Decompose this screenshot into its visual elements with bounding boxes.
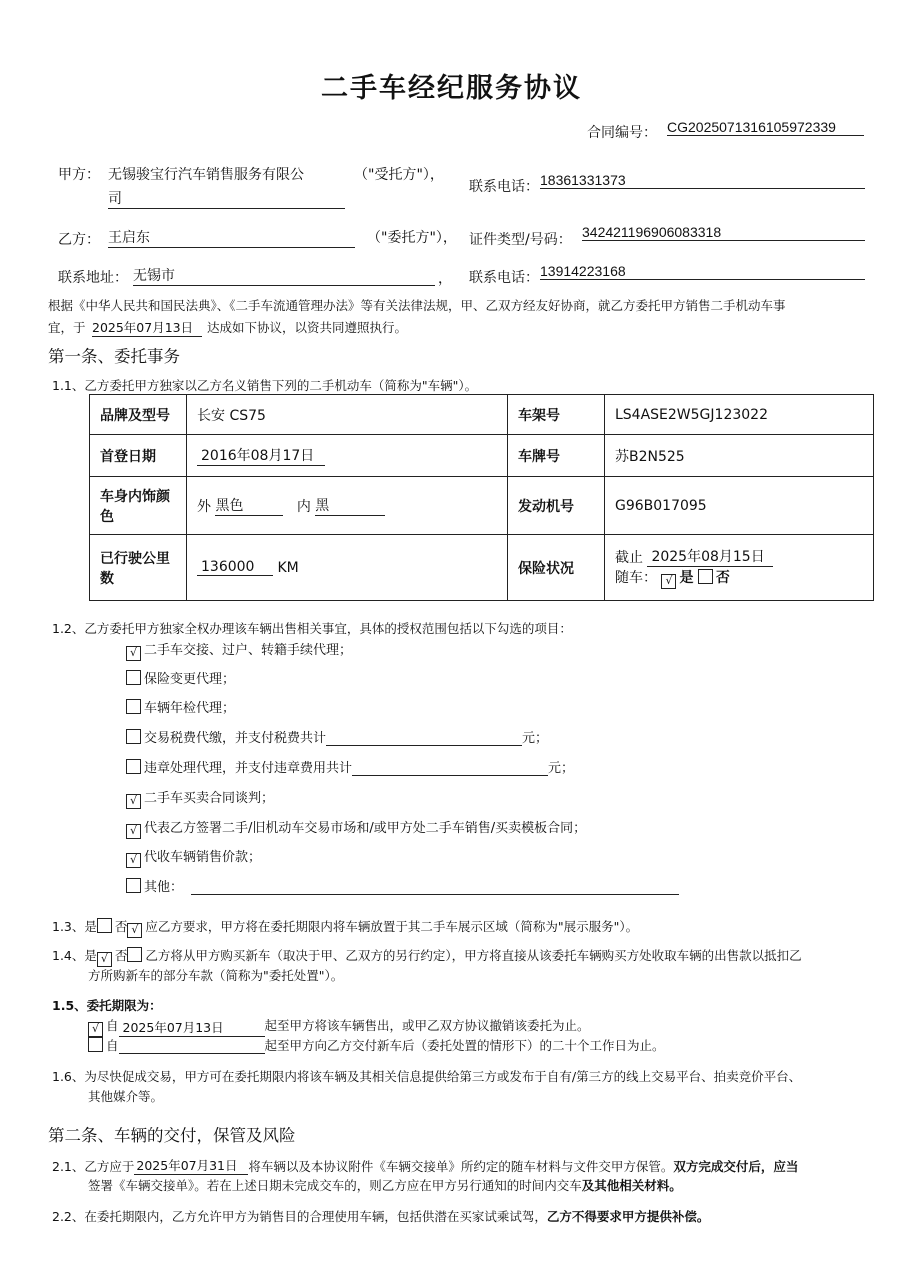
clause-1-4-no: 否 — [114, 948, 128, 963]
contact-phone: 13914223168 — [540, 263, 865, 280]
option-item — [126, 876, 679, 895]
clause-2-1-l2-a: 签署《车辆交接单》。若在上述日期未完成交车的，则乙方应在甲方另行通知的时间内交车 — [88, 1178, 582, 1193]
option-checkbox[interactable] — [126, 729, 141, 744]
option-checkbox[interactable]: √ — [126, 824, 141, 839]
option-label: 二手车交接、过户、转籍手续代理； — [144, 643, 353, 658]
option-checkbox[interactable]: √ — [126, 646, 141, 661]
insurance-yes-label: 是 — [679, 570, 694, 586]
vin-value: LS4ASE2W5GJ123022 — [605, 395, 874, 435]
party-a-phone-label: 联系电话： — [469, 179, 539, 195]
contract-no-value: CG2025071316105972339 — [667, 119, 864, 136]
article2-title: 第二条、车辆的交付，保管及风险 — [48, 1126, 296, 1145]
option-checkbox[interactable] — [126, 670, 141, 685]
option-label: 保险变更代理； — [144, 672, 236, 687]
option-item — [126, 639, 352, 661]
clause-2-2 — [52, 1207, 709, 1225]
reg-date-label: 首登日期 — [90, 435, 187, 477]
term-line-1 — [88, 1016, 590, 1037]
option-checkbox[interactable] — [126, 878, 141, 893]
address-value: 无锡市 — [133, 265, 435, 286]
option-label: 车辆年检代理； — [144, 701, 236, 716]
vehicle-table — [89, 394, 874, 601]
intro-line2-a: 宜，于 — [48, 320, 86, 335]
vin-label: 车架号 — [508, 395, 605, 435]
clause-2-1-line1 — [52, 1156, 798, 1175]
insurance-label: 保险状况 — [508, 535, 605, 601]
party-b-name: 王启东 — [108, 227, 355, 248]
violation-amount-field[interactable] — [352, 761, 548, 776]
term-1-date: 2025年07月13日 — [119, 1018, 265, 1037]
engine-value: G96B017095 — [605, 477, 874, 535]
interior-color: 黑 — [315, 495, 385, 516]
term-2-text: 起至甲方向乙方交付新车后（委托处置的情形下）的二十个工作日为止。 — [264, 1038, 665, 1053]
clause-2-1-l2-b: 及其他相关材料。 — [581, 1178, 682, 1193]
term-1-checkbox[interactable]: √ — [88, 1022, 103, 1037]
party-b-role: （"委托方"）， — [367, 230, 457, 246]
disposal-no-checkbox[interactable] — [127, 947, 142, 962]
clause-2-2-a: 2.2、在委托期限内，乙方允许甲方为销售目的合理使用车辆，包括供潜在买家试乘试驾， — [52, 1209, 547, 1224]
party-b-id-value: 342421196906083318 — [582, 224, 865, 241]
disposal-yes-checkbox[interactable]: √ — [97, 952, 112, 967]
clause-1-6-line2: 其他媒介等。 — [88, 1089, 164, 1104]
intro-line2-b: 达成如下协议，以资共同遵照执行。 — [207, 320, 408, 335]
mileage-label — [90, 535, 187, 601]
option-item — [126, 787, 274, 809]
color-label — [90, 477, 187, 535]
option-label: 违章处理代理，并支付违章费用共计 — [144, 761, 353, 776]
option-item — [126, 846, 261, 868]
article1-title: 第一条、委托事务 — [48, 347, 180, 366]
term-2-checkbox[interactable] — [88, 1037, 103, 1052]
term-1-prefix: 自 — [106, 1018, 119, 1033]
clause-1-4-yes: 1.4、是 — [52, 948, 97, 963]
clause-1-3-text: 应乙方要求，甲方将在委托期限内将车辆放置于其二手车展示区域（简称为"展示服务"）。 — [145, 919, 639, 934]
other-field[interactable] — [191, 880, 679, 895]
address-comma: ， — [438, 271, 452, 287]
plate-label: 车牌号 — [508, 435, 605, 477]
color-label-line1: 车身内饰颜 — [100, 488, 170, 505]
term-line-2 — [88, 1036, 665, 1054]
intro-line1: 根据《中华人民共和国民法典》、《二手车流通管理办法》等有关法律法规，甲、乙双方经友好协商，就乙方委托甲方销售二手机动车事 — [48, 298, 786, 313]
party-a-name-line2: 司 — [108, 188, 345, 209]
tax-amount-field[interactable] — [326, 731, 522, 746]
option-checkbox[interactable]: √ — [126, 794, 141, 809]
clause-1-1: 1.1、乙方委托甲方独家以乙方名义销售下列的二手机动车（简称为"车辆"）。 — [52, 378, 478, 393]
clause-1-4 — [52, 946, 802, 967]
brand-value: 长安 CS75 — [187, 395, 508, 435]
insurance-date: 2025年08月15日 — [647, 546, 773, 567]
clause-2-1-b: 将车辆以及本协议附件《车辆交接单》所约定的随车材料与文件交甲方保管。 — [248, 1159, 674, 1174]
option-item — [126, 697, 235, 716]
document-title: 二手车经纪服务协议 — [321, 73, 582, 104]
clause-1-2: 1.2、乙方委托甲方独家全权办理该车辆出售相关事宜，具体的授权范围包括以下勾选的项目： — [52, 621, 572, 636]
insurance-prefix: 截止 — [615, 550, 643, 566]
display-yes-checkbox[interactable] — [97, 918, 112, 933]
option-checkbox[interactable] — [126, 699, 141, 714]
term-1-text: 起至甲方将该车辆售出，或甲乙双方协议撤销该委托为止。 — [264, 1018, 590, 1033]
contract-no-label: 合同编号： — [587, 125, 657, 141]
clause-1-3 — [52, 917, 638, 938]
party-a-name-line1: 无锡骏宝行汽车销售服务有限公 — [108, 167, 304, 183]
option-checkbox[interactable]: √ — [126, 853, 141, 868]
party-a-phone: 18361331373 — [540, 172, 865, 189]
option-checkbox[interactable] — [126, 759, 141, 774]
clause-1-4-text: 乙方将从甲方购买新车（取决于甲、乙双方的另行约定），甲方将直接从该委托车辆购买方处收取车辆的出售款以抵扣乙 — [145, 948, 802, 963]
option-label: 代表乙方签署二手/旧机动车交易市场和/或甲方处二手车销售/买卖模板合同； — [144, 821, 587, 836]
interior-prefix: 内 — [296, 499, 311, 515]
clause-1-4-line2: 方所购新车的部分车款（简称为"委托处置"）。 — [88, 968, 344, 983]
brand-label: 品牌及型号 — [90, 395, 187, 435]
clause-1-3-yes: 1.3、是 — [52, 919, 97, 934]
handover-date: 2025年07月31日 — [134, 1156, 248, 1175]
insurance-no-label: 否 — [715, 570, 730, 586]
party-a-role: （"受托方"）， — [354, 167, 444, 183]
option-item — [126, 727, 548, 746]
option-suffix: 元； — [548, 761, 575, 776]
term-2-prefix: 自 — [106, 1038, 119, 1053]
color-label-line2: 色 — [100, 508, 114, 525]
mileage-label-line1: 已行驶公里 — [100, 550, 170, 567]
option-label: 交易税费代缴，并支付税费共计 — [144, 731, 327, 746]
exterior-prefix: 外 — [197, 499, 211, 515]
clause-2-1-line2 — [88, 1176, 682, 1194]
party-b-id-label: 证件类型/号码： — [469, 232, 572, 248]
intro-date: 2025年07月13日 — [92, 318, 202, 337]
mileage-label-line2: 数 — [100, 570, 114, 587]
display-no-checkbox[interactable]: √ — [127, 923, 142, 938]
insurance-with-label: 随车： — [615, 570, 657, 586]
clause-1-3-no: 否 — [114, 919, 128, 934]
party-b-label: 乙方： — [58, 232, 100, 248]
clause-1-6-line1: 1.6、为尽快促成交易，甲方可在委托期限内将该车辆及其相关信息提供给第三方或发布于自有/第三方的线上交易平台、拍卖竞价平台、 — [52, 1069, 802, 1084]
option-label: 其他： — [144, 880, 184, 895]
option-item — [126, 817, 586, 839]
plate-value: 苏B2N525 — [605, 435, 874, 477]
exterior-color: 黑色 — [215, 495, 283, 516]
clause-2-2-b: 乙方不得要求甲方提供补偿。 — [546, 1209, 710, 1224]
option-item — [126, 757, 574, 776]
contact-phone-label: 联系电话： — [469, 270, 539, 286]
clause-2-1-c: 双方完成交付后，应当 — [673, 1159, 799, 1174]
insurance-yes-checkbox[interactable]: √ — [661, 574, 676, 589]
option-item — [126, 668, 235, 687]
option-label: 代收车辆销售价款； — [144, 850, 262, 865]
term-2-date[interactable] — [119, 1039, 265, 1054]
engine-label: 发动机号 — [508, 477, 605, 535]
address-label: 联系地址： — [58, 270, 128, 286]
clause-2-1-a: 2.1、乙方应于 — [52, 1159, 135, 1174]
party-a-label: 甲方： — [58, 167, 100, 183]
mileage-value: 136000 — [197, 559, 273, 576]
option-label: 二手车买卖合同谈判； — [144, 791, 275, 806]
option-suffix: 元； — [522, 731, 549, 746]
mileage-unit: KM — [277, 560, 299, 576]
clause-1-5-label: 1.5、委托期限为： — [52, 998, 162, 1013]
reg-date-value: 2016年08月17日 — [197, 445, 325, 466]
insurance-no-checkbox[interactable] — [698, 569, 713, 584]
